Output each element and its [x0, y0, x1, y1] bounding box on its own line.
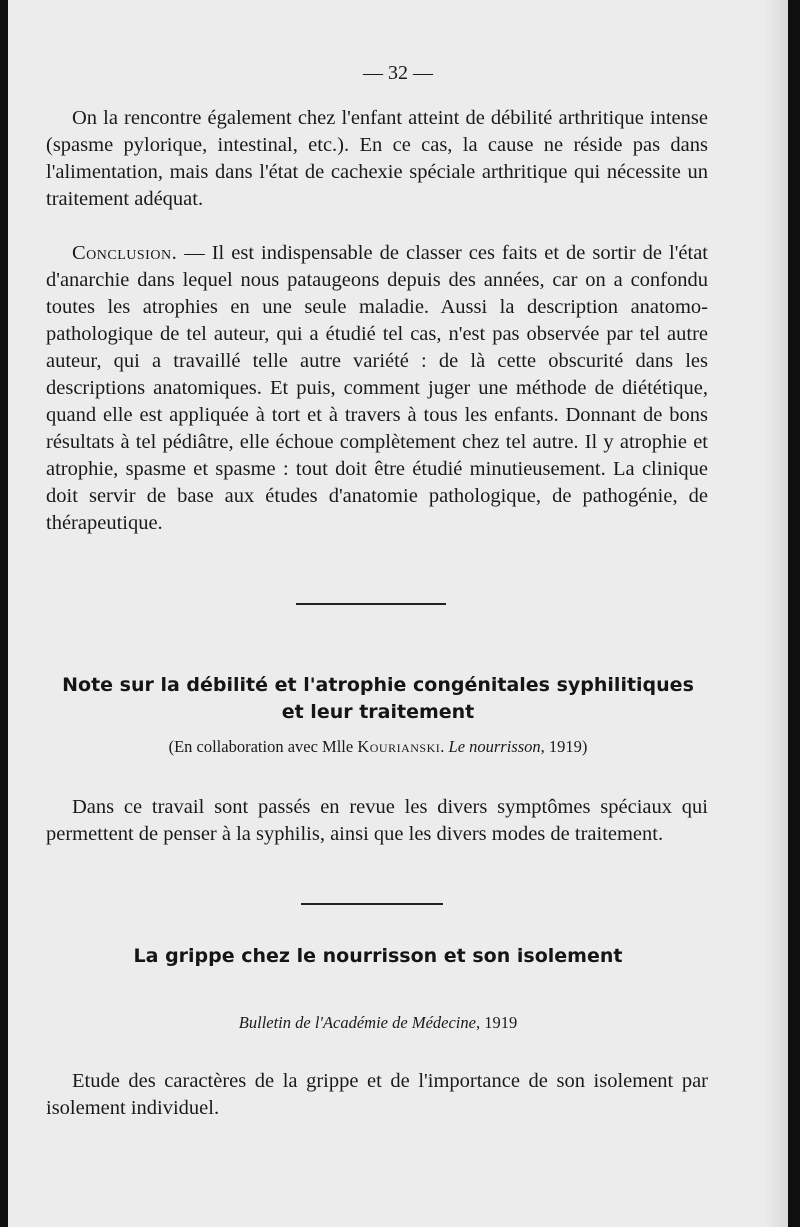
section1-body: Dans ce travail sont passés en revue les divers symptômes spéciaux qui permettent de penser à la syphilis, ainsi que les divers modes de traitement.	[46, 796, 708, 845]
section1-title-line1: Note sur la débilité et l'atrophie congénitales syphilitiques	[62, 674, 694, 696]
source-journal: Bulletin de l'Académie de Médecine	[238, 1013, 476, 1032]
section2-body: Etude des caractères de la grippe et de l'importance de son isolement par isolement individuel.	[46, 1070, 708, 1119]
conclusion-label: Conclusion.	[72, 242, 178, 264]
section-divider	[301, 903, 443, 905]
source-year: , 1919	[475, 1013, 518, 1032]
page-number: — 32 —	[363, 62, 433, 84]
document-page	[8, 0, 788, 1227]
section1-title	[38, 672, 718, 726]
byline-journal: Le nourrisson	[448, 737, 541, 756]
section2-title: La grippe chez le nourrisson et son isolement	[133, 945, 623, 967]
byline-suffix: , 1919)	[540, 737, 588, 756]
byline-sep: .	[440, 737, 449, 756]
section1-title-line2: et leur traitement	[281, 701, 475, 723]
byline-prefix: (En collaboration avec Mlle	[168, 737, 358, 756]
paragraph-conclusion	[46, 240, 708, 537]
byline-name: Kourianski	[357, 737, 441, 756]
section1-byline	[38, 736, 718, 758]
section2-source	[38, 1012, 718, 1034]
paragraph-arthritic: On la rencontre également chez l'enfant atteint de débilité arthritique intense (spasme pylorique, intestinal, etc.). En ce cas, la cause ne réside pas dans l'alimentation, mais dans l'état de cachexie spéciale arthritique qui nécessite un traitement adéquat.	[46, 107, 708, 210]
conclusion-text: — Il est indispensable de classer ces faits et de sortir de l'état d'anarchie dans lequel nous pataugeons depuis des années, car on a confondu toutes les atrophies en une seule maladie. Aussi la description anatomo-pathologique de tel auteur, qui a étudié tel cas, n'est pas observée par tel autre auteur, qui a travaillé telle autre variété : de là cette obscurité dans les descriptions anatomiques. Et puis, comment juger une méthode de diététique, quand elle est appliquée à tort et à travers à tous les enfants. Donnant de bons résultats à tel pédiâtre, elle échoue complètement chez tel autre. Il y atrophie et atrophie, spasme et spasme : tout doit être étudié minutieusement. La clinique doit servir de base aux études d'anatomie pathologique, de pathogénie, de thérapeutique.	[46, 242, 708, 534]
section-divider	[296, 603, 446, 605]
